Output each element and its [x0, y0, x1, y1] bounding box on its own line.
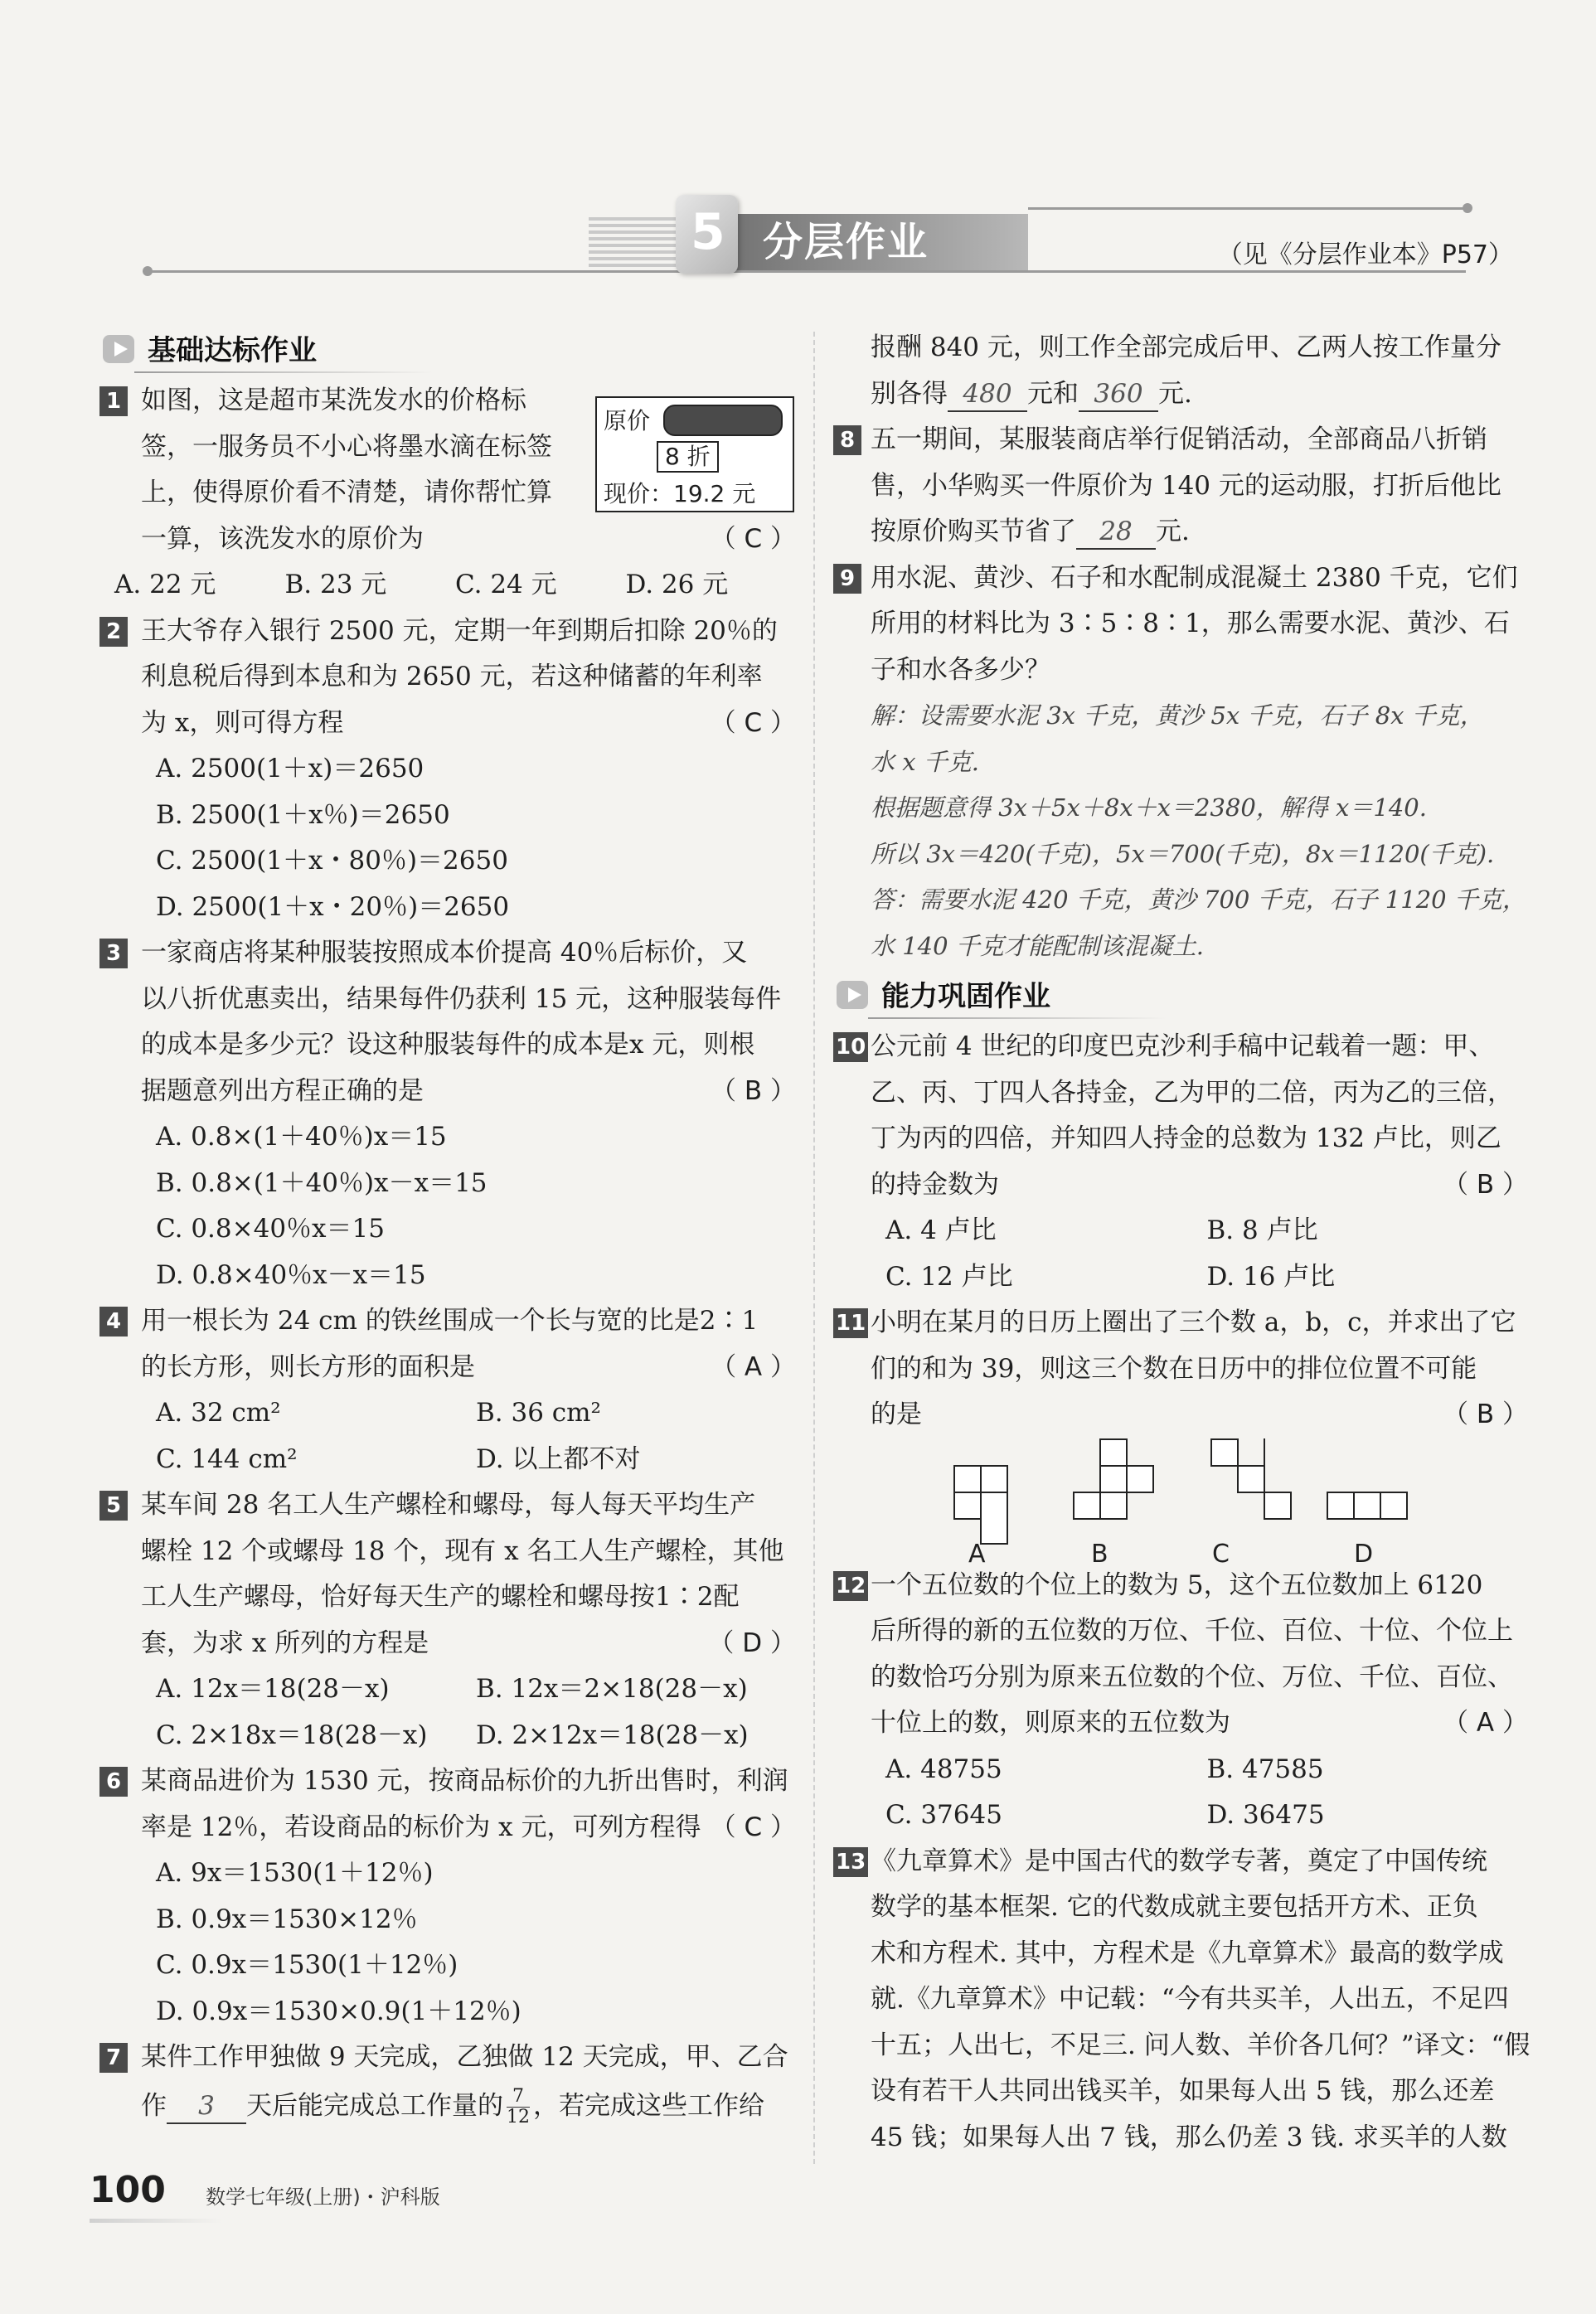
- answer-blank: 3: [167, 2089, 246, 2124]
- option-c: C. 144 cm²: [156, 1443, 298, 1474]
- question-text: 《九章算术》是中国古代的数学专著，奠定了中国传统: [871, 1846, 1487, 1876]
- grid-cell: [1264, 1492, 1292, 1520]
- question-number: 2: [99, 617, 128, 647]
- question-5: [99, 1482, 796, 1759]
- section-badge-icon: [676, 195, 738, 274]
- question-text: 数学的基本框架. 它的代数成就主要包括开方术、正负: [871, 1892, 1478, 1922]
- question-text: 如图，这是超市某洗发水的价格标: [141, 386, 526, 415]
- option-a: A. 32 cm²: [156, 1398, 281, 1428]
- option-d: D. 2500(1＋x・20％)＝2650: [156, 891, 510, 922]
- question-text: 据题意列出方程正确的是: [141, 1075, 424, 1106]
- question-text: 以八折优惠卖出，结果每件仍获利 15 元，这种服装每件: [141, 983, 782, 1014]
- solution-text: 所以 3x＝420(千克)，5x＝700(千克)，8x＝1120(千克).: [871, 839, 1495, 868]
- option-b: B. 8 卢比: [1206, 1215, 1318, 1245]
- answer-blank: 480: [948, 377, 1027, 412]
- option-d: D. 36475: [1206, 1800, 1325, 1830]
- question-text: 就.《九章算术》中记载：“今有共买羊，人出五，不足四: [871, 1984, 1509, 2014]
- tag-discount: 8 折: [657, 441, 719, 473]
- question-text: 后所得的新的五位数的万位、千位、百位、十位、个位上: [871, 1616, 1513, 1646]
- tag-current-price: 现价：19.2 元: [604, 480, 756, 507]
- question-text: 的数恰巧分别为原来五位数的个位、万位、千位、百位、: [871, 1662, 1513, 1692]
- question-text: 率是 12％，若设商品的标价为 x 元，可列方程得: [141, 1812, 701, 1842]
- question-text: 术和方程术. 其中，方程术是《九章算术》最高的数学成: [871, 1938, 1504, 1968]
- question-text: 别各得: [871, 378, 948, 409]
- option-d: D. 0.9x＝1530×0.9(1＋12％): [156, 1996, 521, 2026]
- question-text: 套，为求 x 所列的方程是: [141, 1628, 429, 1658]
- grid-cell: [1353, 1492, 1381, 1520]
- question-number: 13: [833, 1847, 868, 1877]
- question-text: 一个五位数的个位上的数为 5，这个五位数加上 6120: [871, 1569, 1483, 1600]
- option-b: B. 47585: [1206, 1754, 1324, 1784]
- question-number: 6: [99, 1767, 128, 1797]
- question-text: ，若完成这些工作给: [533, 2090, 764, 2121]
- question-text: 工人生产螺母，恰好每天生产的螺栓和螺母按1∶2配: [141, 1582, 740, 1612]
- question-13: [833, 1839, 1531, 2161]
- question-text: 天后能完成总工作量的: [246, 2090, 503, 2121]
- option-b: B. 36 cm²: [476, 1398, 601, 1428]
- fraction: [507, 2087, 530, 2127]
- answer-choice: （ C ）: [710, 1812, 796, 1842]
- question-text: 上，使得原价看不清楚，请你帮忙算: [141, 478, 552, 507]
- section-heading-text: 基础达标作业: [148, 334, 317, 367]
- option-d: D. 以上都不对: [476, 1443, 641, 1474]
- question-number: 3: [99, 939, 128, 968]
- question-text: 报酬 840 元，则工作全部完成后甲、乙两人按工作量分: [871, 332, 1501, 362]
- question-text: 的是: [871, 1400, 922, 1429]
- right-column: [833, 325, 1531, 2161]
- question-7-continued: [833, 325, 1528, 417]
- question-4: [99, 1298, 796, 1482]
- option-a: A. 0.8×(1＋40％)x＝15: [156, 1122, 447, 1152]
- solution-text: 水 x 千克.: [871, 747, 980, 776]
- question-text: 按原价购买节省了: [871, 517, 1076, 546]
- section-heading-text: 能力巩固作业: [881, 980, 1050, 1013]
- question-3: [99, 930, 796, 1298]
- section-banner-title: 分层作业: [713, 214, 1028, 270]
- question-text: 的持金数为: [871, 1169, 999, 1200]
- question-text: 元和: [1027, 378, 1079, 409]
- header-rule-right: [1028, 207, 1467, 210]
- option-d: D. 2×12x＝18(28－x): [476, 1720, 749, 1750]
- answer-choice: （ B ）: [1443, 1169, 1528, 1200]
- workbook-reference: （见《分层作业本》P57）: [1217, 240, 1513, 269]
- question-text: 某商品进价为 1530 元，按商品标价的九折出售时，利润: [141, 1766, 788, 1796]
- question-text: 的成本是多少元？设这种服装每件的成本是x 元，则根: [141, 1030, 755, 1060]
- header-rule: [148, 270, 1466, 273]
- question-7: [99, 2035, 796, 2131]
- solution-text: 根据题意得 3x＋5x＋8x＋x＝2380，解得 x＝140.: [871, 793, 1427, 822]
- answer-choice: （ C ）: [710, 523, 796, 554]
- option-d: D. 0.8×40％x－x＝15: [156, 1259, 426, 1290]
- option-c: C. 0.9x＝1530(1＋12％): [156, 1950, 458, 1980]
- arrow-icon: [103, 335, 134, 363]
- option-b: B. 2500(1＋x％)＝2650: [156, 799, 450, 830]
- section-badge-number: 5: [691, 203, 725, 261]
- fraction-numerator: 7: [507, 2087, 530, 2108]
- grid-cell: [1099, 1438, 1128, 1467]
- option-a: A. 2500(1＋x)＝2650: [156, 754, 424, 783]
- section-heading-ability: [833, 971, 1528, 1021]
- question-text: 所用的材料比为 3∶5∶8∶1，那么需要水泥、黄沙、石: [871, 609, 1510, 638]
- question-text: 售，小华购买一件原价为 140 元的运动服，打折后他比: [871, 470, 1501, 501]
- question-text: 利息税后得到本息和为 2650 元，若这种储蓄的年利率: [141, 662, 763, 691]
- grid-cell: [1237, 1465, 1265, 1493]
- tag-original-price-label: 原价: [604, 407, 651, 434]
- question-number: 7: [99, 2043, 128, 2073]
- question-text: 某件工作甲独做 9 天完成，乙独做 12 天完成，甲、乙合: [141, 2042, 788, 2072]
- option-a: A. 4 卢比: [885, 1215, 997, 1245]
- question-number: 4: [99, 1307, 128, 1336]
- book-title: 数学七年级(上册)・沪科版: [206, 2185, 440, 2209]
- option-b: B. 12x＝2×18(28－x): [476, 1674, 748, 1704]
- grid-cell: [1327, 1492, 1355, 1520]
- question-text: 子和水各多少？: [871, 654, 1050, 685]
- option-c: C. 24 元: [455, 570, 557, 599]
- option-a: A. 48755: [885, 1754, 1002, 1784]
- solution-text: 水 140 千克才能配制该混凝土.: [871, 931, 1205, 960]
- grid-cell: [953, 1492, 982, 1520]
- question-number: 10: [833, 1032, 868, 1062]
- option-c: C. 37645: [885, 1800, 1002, 1830]
- question-text: 作: [141, 2090, 167, 2121]
- arrow-icon: [837, 981, 868, 1009]
- option-a: A. 9x＝1530(1＋12％): [156, 1858, 434, 1888]
- grid-cell: [1099, 1465, 1128, 1493]
- option-c: C. 2500(1＋x・80％)＝2650: [156, 846, 508, 876]
- question-text: 五一期间，某服装商店举行促销活动，全部商品八折销: [871, 424, 1487, 454]
- footer-bar: [90, 2219, 222, 2223]
- question-text: 十五；人出七，不足三. 问人数、羊价各几何？”译文：“假: [871, 2030, 1531, 2060]
- option-a: A. 12x＝18(28－x): [156, 1674, 390, 1704]
- left-column: [99, 323, 796, 2131]
- solution-text: 答：需要水泥 420 千克，黄沙 700 千克，石子 1120 千克，: [871, 885, 1526, 914]
- question-text: 元.: [1156, 517, 1190, 546]
- question-number: 8: [833, 425, 861, 455]
- answer-choice: （ B ）: [711, 1075, 796, 1106]
- option-d: D. 16 卢比: [1206, 1261, 1336, 1292]
- grid-cell: [980, 1465, 1008, 1493]
- option-b: B. 23 元: [284, 570, 387, 599]
- answer-choice: （ C ）: [710, 707, 796, 738]
- option-c: C. 2×18x＝18(28－x): [156, 1720, 428, 1750]
- heading-underline: [134, 371, 433, 373]
- option-c: C. 12 卢比: [885, 1261, 1013, 1292]
- option-b: B. 0.9x＝1530×12％: [156, 1904, 418, 1934]
- question-text: 45 钱；如果每人出 7 钱，那么仍差 3 钱. 求买羊的人数: [871, 2122, 1507, 2152]
- header-stripes: [589, 217, 680, 267]
- calendar-position-figure: [871, 1438, 1528, 1569]
- question-text: 签，一服务员不小心将墨水滴在标签: [141, 431, 552, 462]
- figure-label-d: D: [1354, 1539, 1374, 1569]
- option-c: C. 0.8×40％x＝15: [156, 1214, 385, 1244]
- grid-cell: [980, 1492, 1008, 1520]
- grid-cell: [1210, 1438, 1239, 1467]
- question-text: 某车间 28 名工人生产螺栓和螺母，每人每天平均生产: [141, 1490, 756, 1520]
- figure-label-b: B: [1091, 1539, 1108, 1569]
- question-text: 用一根长为 24 cm 的铁丝围成一个长与宽的比是2∶1: [141, 1306, 759, 1336]
- question-text: 元.: [1158, 378, 1192, 409]
- question-number: 5: [99, 1491, 128, 1521]
- section-heading-basic: [99, 325, 796, 375]
- answer-choice: （ D ）: [708, 1628, 796, 1658]
- answer-choice: （ A ）: [711, 1351, 796, 1382]
- question-text: 的长方形，则长方形的面积是: [141, 1351, 475, 1382]
- answer-blank: 28: [1076, 515, 1156, 550]
- column-separator: [813, 332, 815, 2164]
- question-text: 公元前 4 世纪的印度巴克沙利手稿中记载着一题：甲、: [871, 1031, 1495, 1061]
- option-a: A. 22 元: [114, 570, 216, 599]
- answer-choice: （ A ）: [1443, 1708, 1528, 1738]
- question-text: 为 x，则可得方程: [141, 707, 344, 738]
- question-2: [99, 609, 796, 931]
- question-text: 丁为丙的四倍，并知四人持金的总数为 132 卢比，则乙: [871, 1123, 1501, 1153]
- figure-label-c: C: [1212, 1539, 1230, 1569]
- question-11: [833, 1300, 1528, 1569]
- grid-cell: [1237, 1438, 1265, 1467]
- fraction-denominator: 12: [507, 2106, 530, 2127]
- grid-cell: [1380, 1492, 1408, 1520]
- question-number: 11: [833, 1308, 868, 1338]
- question-text: 小明在某月的日历上圈出了三个数 a，b，c，并求出了它: [871, 1307, 1516, 1337]
- question-text: 一算，该洗发水的原价为: [141, 523, 424, 554]
- grid-cell: [1099, 1492, 1128, 1520]
- solution-text: 解：设需要水泥 3x 千克，黄沙 5x 千克，石子 8x 千克，: [871, 701, 1484, 730]
- answer-blank: 360: [1079, 377, 1158, 412]
- figure-label-a: A: [968, 1539, 986, 1569]
- page-number: 100: [90, 2169, 166, 2211]
- question-9: [833, 555, 1528, 970]
- question-number: 12: [833, 1571, 868, 1601]
- question-8: [833, 417, 1528, 555]
- question-12: [833, 1563, 1528, 1839]
- question-text: 王大爷存入银行 2500 元，定期一年到期后扣除 20％的: [141, 615, 778, 646]
- question-number: 9: [833, 564, 861, 594]
- question-text: 们的和为 39，则这三个数在日历中的排位位置不可能: [871, 1353, 1477, 1384]
- grid-cell: [953, 1465, 982, 1493]
- option-b: B. 0.8×(1＋40％)x－x＝15: [156, 1167, 488, 1198]
- question-text: 设有若干人共同出钱买羊，如果每人出 5 钱，那么还差: [871, 2076, 1495, 2106]
- question-10: [833, 1024, 1528, 1300]
- question-text: 螺栓 12 个或螺母 18 个，现有 x 名工人生产螺栓，其他: [141, 1535, 784, 1566]
- question-1: [99, 378, 796, 609]
- grid-cell: [1073, 1492, 1101, 1520]
- answer-choice: （ B ）: [1443, 1400, 1528, 1429]
- question-number: 1: [99, 386, 128, 416]
- question-text: 用水泥、黄沙、石子和水配制成混凝土 2380 千克，它们: [871, 562, 1518, 593]
- option-d: D. 26 元: [625, 570, 729, 599]
- question-text: 十位上的数，则原来的五位数为: [871, 1708, 1230, 1738]
- question-6: [99, 1759, 796, 2035]
- question-text: 乙、丙、丁四人各持金，乙为甲的二倍，丙为乙的三倍，: [871, 1077, 1513, 1108]
- grid-cell: [1126, 1465, 1154, 1493]
- heading-underline: [868, 1017, 1167, 1019]
- question-text: 一家商店将某种服装按照成本价提高 40％后标价，又: [141, 938, 748, 968]
